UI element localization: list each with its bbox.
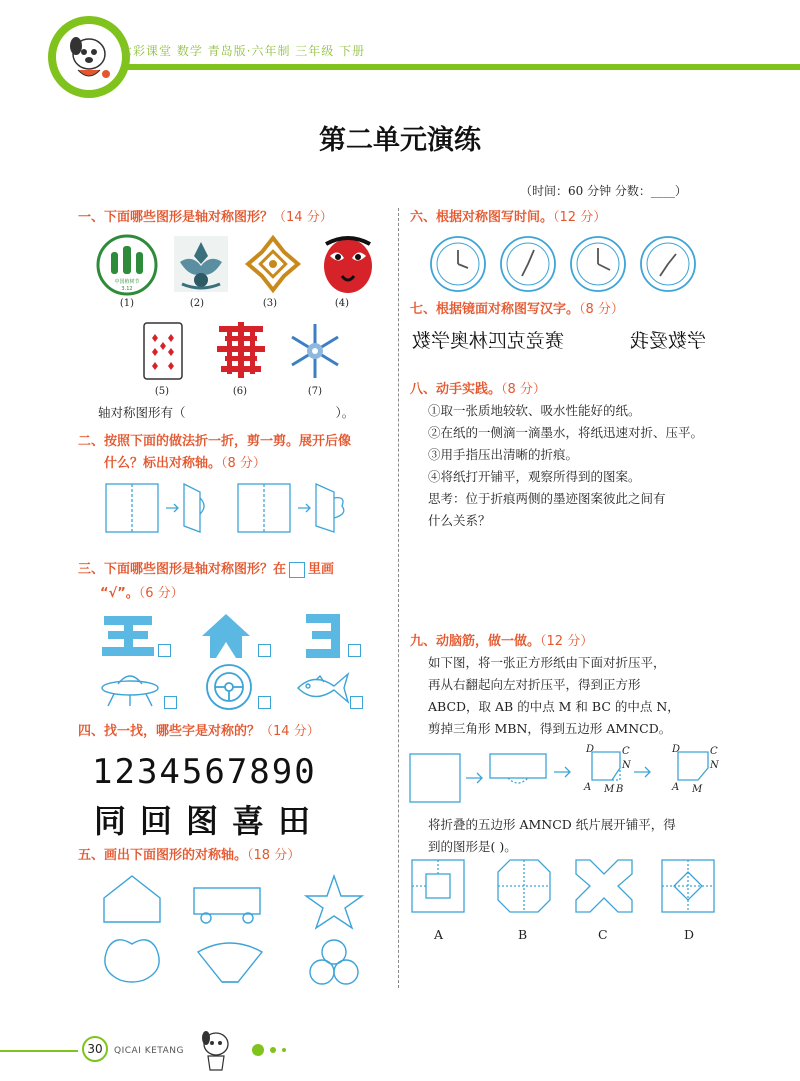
q1-label-3: (3) <box>262 298 278 309</box>
q6-title: 六、根据对称图写时间。 <box>410 210 554 225</box>
diagram-label-N2: N <box>710 760 719 771</box>
number-three-icon <box>302 612 346 660</box>
option-b-label[interactable]: B <box>518 927 528 942</box>
q3-inline-box <box>289 562 305 578</box>
character-row: 同回图喜田 <box>94 802 325 840</box>
q5-points: （18 分） <box>247 848 301 863</box>
page-number: 30 <box>82 1036 108 1062</box>
mirror-text-1: 赛竞克匹林奥学数 <box>412 330 565 352</box>
q3-title-1b: 里画 <box>308 562 335 577</box>
q8-title: 八、动手实践。 <box>410 382 502 397</box>
option-a-figure <box>412 860 464 912</box>
folding-diagram <box>408 742 728 806</box>
mirror-text-2: 学数爱我 <box>630 330 707 352</box>
series-header-text: 七彩课堂 数学 青岛版·六年制 三年级 下册 <box>120 44 366 58</box>
q8-think-2: 什么关系？ <box>428 513 491 528</box>
option-d-figure <box>662 860 714 912</box>
q9-question-1: 将折叠的五边形 AMNCD 纸片展开铺平，得 <box>428 817 676 832</box>
footer-line <box>0 1050 78 1052</box>
q2-title-2: 什么？标出对称轴。 <box>104 456 222 471</box>
diagram-label-A2: A <box>672 782 680 793</box>
dog-mascot-icon <box>56 24 122 90</box>
q9-line-2: 再从右翻起向左对折压平，得到正方形 <box>428 677 641 692</box>
footer-brand: QICAI KETANG <box>114 1046 184 1056</box>
footer-dot-small <box>282 1048 286 1052</box>
ufo-icon <box>98 666 162 710</box>
q9-heading <box>410 630 593 649</box>
answer-options-figures <box>410 858 720 918</box>
q2-points: （8 分） <box>221 456 266 471</box>
diagram-label-D1: D <box>586 744 595 755</box>
q3-heading-line1 <box>78 558 334 578</box>
q1-title: 一、下面哪些图形是轴对称图形？ <box>78 210 274 225</box>
knot-pattern-icon <box>244 234 302 294</box>
snowflake-icon <box>286 320 344 382</box>
q3-title-1: 三、下面哪些图形是轴对称图形？在 <box>78 562 287 577</box>
q9-question <box>428 814 768 858</box>
playing-card-seven-icon <box>143 322 183 380</box>
apple-icon <box>105 940 159 982</box>
q4-heading <box>78 720 320 739</box>
diagram-label-N1: N <box>622 760 631 771</box>
double-happiness-icon <box>213 320 269 382</box>
option-a-label[interactable]: A <box>434 927 444 942</box>
option-c-figure <box>576 860 632 912</box>
q4-title: 四、找一找，哪些字是对称的？ <box>78 724 261 739</box>
diagram-label-C1: C <box>622 746 630 757</box>
column-divider <box>398 208 399 988</box>
q7-title: 七、根据镜面对称图写汉字。 <box>410 302 580 317</box>
house-icon <box>200 612 252 660</box>
q7-heading <box>410 298 624 317</box>
diagram-label-C2: C <box>710 746 718 757</box>
q7-points: （8 分） <box>579 302 624 317</box>
diagram-label-B1: B <box>616 784 624 795</box>
diagram-label-M1: M <box>604 784 615 795</box>
q3-checkbox-3[interactable] <box>348 644 361 657</box>
q3-points: （6 分） <box>138 586 184 601</box>
q8-step-2: ②在纸的一侧滴一滴墨水，将纸迅速对折、压平。 <box>428 425 704 440</box>
q9-line-4: 剪掉三角形 MBN，得到五边形 AMNCD。 <box>428 721 672 736</box>
q1-answer-suffix: ）。 <box>335 405 355 420</box>
q9-question-2: 到的图形是( )。 <box>428 839 517 854</box>
lotus-paper-cut-icon <box>172 234 230 294</box>
diagram-label-D2: D <box>672 744 681 755</box>
q1-label-4: (4) <box>334 298 350 309</box>
q1-label-5: (5) <box>154 386 170 397</box>
truck-icon <box>194 888 260 914</box>
diagram-label-A1: A <box>584 782 592 793</box>
q8-points: （8 分） <box>501 382 546 397</box>
three-circles-icon <box>310 940 358 984</box>
pentagon-house-icon <box>104 876 160 922</box>
q1-answer-prefix: 轴对称图形有（ <box>98 405 186 420</box>
q1-label-7: (7) <box>307 386 323 397</box>
badge-date: 3.12 <box>121 286 133 292</box>
q6-points: （12 分） <box>553 210 607 225</box>
digit-row: 1234567890 <box>92 752 317 792</box>
badge-text: 中国植树节 <box>114 279 140 285</box>
q8-think-1: 思考：位于折痕两侧的墨迹图案彼此之间有 <box>428 491 666 506</box>
q9-line-3: ABCD，取 AB 的中点 M 和 BC 的中点 N， <box>428 699 680 714</box>
q3-checkbox-5[interactable] <box>258 696 271 709</box>
q2-heading-line1: 二、按照下面的做法折一折，剪一剪。展开后像 <box>78 434 352 449</box>
q4-points: （14 分） <box>260 724 320 739</box>
option-d-label[interactable]: D <box>684 927 695 942</box>
q9-line-1: 如下图，将一张正方形纸由下面对折压平， <box>428 655 666 670</box>
star-icon <box>306 876 362 928</box>
q8-step-1: ①取一张质地较软、吸水性能好的纸。 <box>428 403 641 418</box>
time-score-line: （时间：60 分钟 分数：____） <box>520 184 687 198</box>
tree-festival-badge-icon <box>96 234 158 296</box>
q1-points: （14 分） <box>273 210 333 225</box>
steering-wheel-icon <box>204 662 254 712</box>
page-title: 第二单元演练 <box>319 125 481 156</box>
q9-points: （12 分） <box>540 634 594 649</box>
footer-dot-medium <box>270 1047 276 1053</box>
mirror-clocks <box>428 234 698 294</box>
fan-icon <box>198 943 262 982</box>
dog-mascot-icon <box>196 1026 238 1072</box>
q8-steps <box>428 400 768 532</box>
q3-checkbox-2[interactable] <box>258 644 271 657</box>
diagram-label-M2: M <box>692 784 703 795</box>
option-b-figure <box>498 860 550 912</box>
q9-description <box>428 652 768 740</box>
q1-heading <box>78 206 333 225</box>
q1-label-2: (2) <box>189 298 205 309</box>
q8-step-3: ③用手指压出清晰的折痕。 <box>428 447 579 462</box>
q9-title: 九、动脑筋，做一做。 <box>410 634 541 649</box>
option-c-label[interactable]: C <box>598 927 608 942</box>
q8-step-4: ④将纸打开铺平，观察所得到的图案。 <box>428 469 641 484</box>
q3-checkbox-4[interactable] <box>164 696 177 709</box>
q3-title-2: “√”。 <box>100 586 139 601</box>
q2-heading-line2 <box>104 452 266 471</box>
fold-cut-steps-diagram <box>100 478 372 538</box>
fish-icon <box>294 666 350 710</box>
q1-label-6: (6) <box>232 386 248 397</box>
symmetry-axis-figures <box>98 868 378 988</box>
q3-heading-line2 <box>100 582 184 601</box>
opera-mask-icon <box>320 234 376 296</box>
q3-checkbox-1[interactable] <box>158 644 171 657</box>
king-character-icon <box>102 614 154 658</box>
footer-dot-large <box>252 1044 264 1056</box>
q6-heading <box>410 206 606 225</box>
q5-heading <box>78 844 300 863</box>
q5-title: 五、画出下面图形的对称轴。 <box>78 848 248 863</box>
mascot-badge <box>48 16 130 98</box>
q1-label-1: (1) <box>119 298 135 309</box>
q1-answer-line <box>98 402 354 424</box>
q3-checkbox-6[interactable] <box>350 696 363 709</box>
q8-heading <box>410 378 546 397</box>
